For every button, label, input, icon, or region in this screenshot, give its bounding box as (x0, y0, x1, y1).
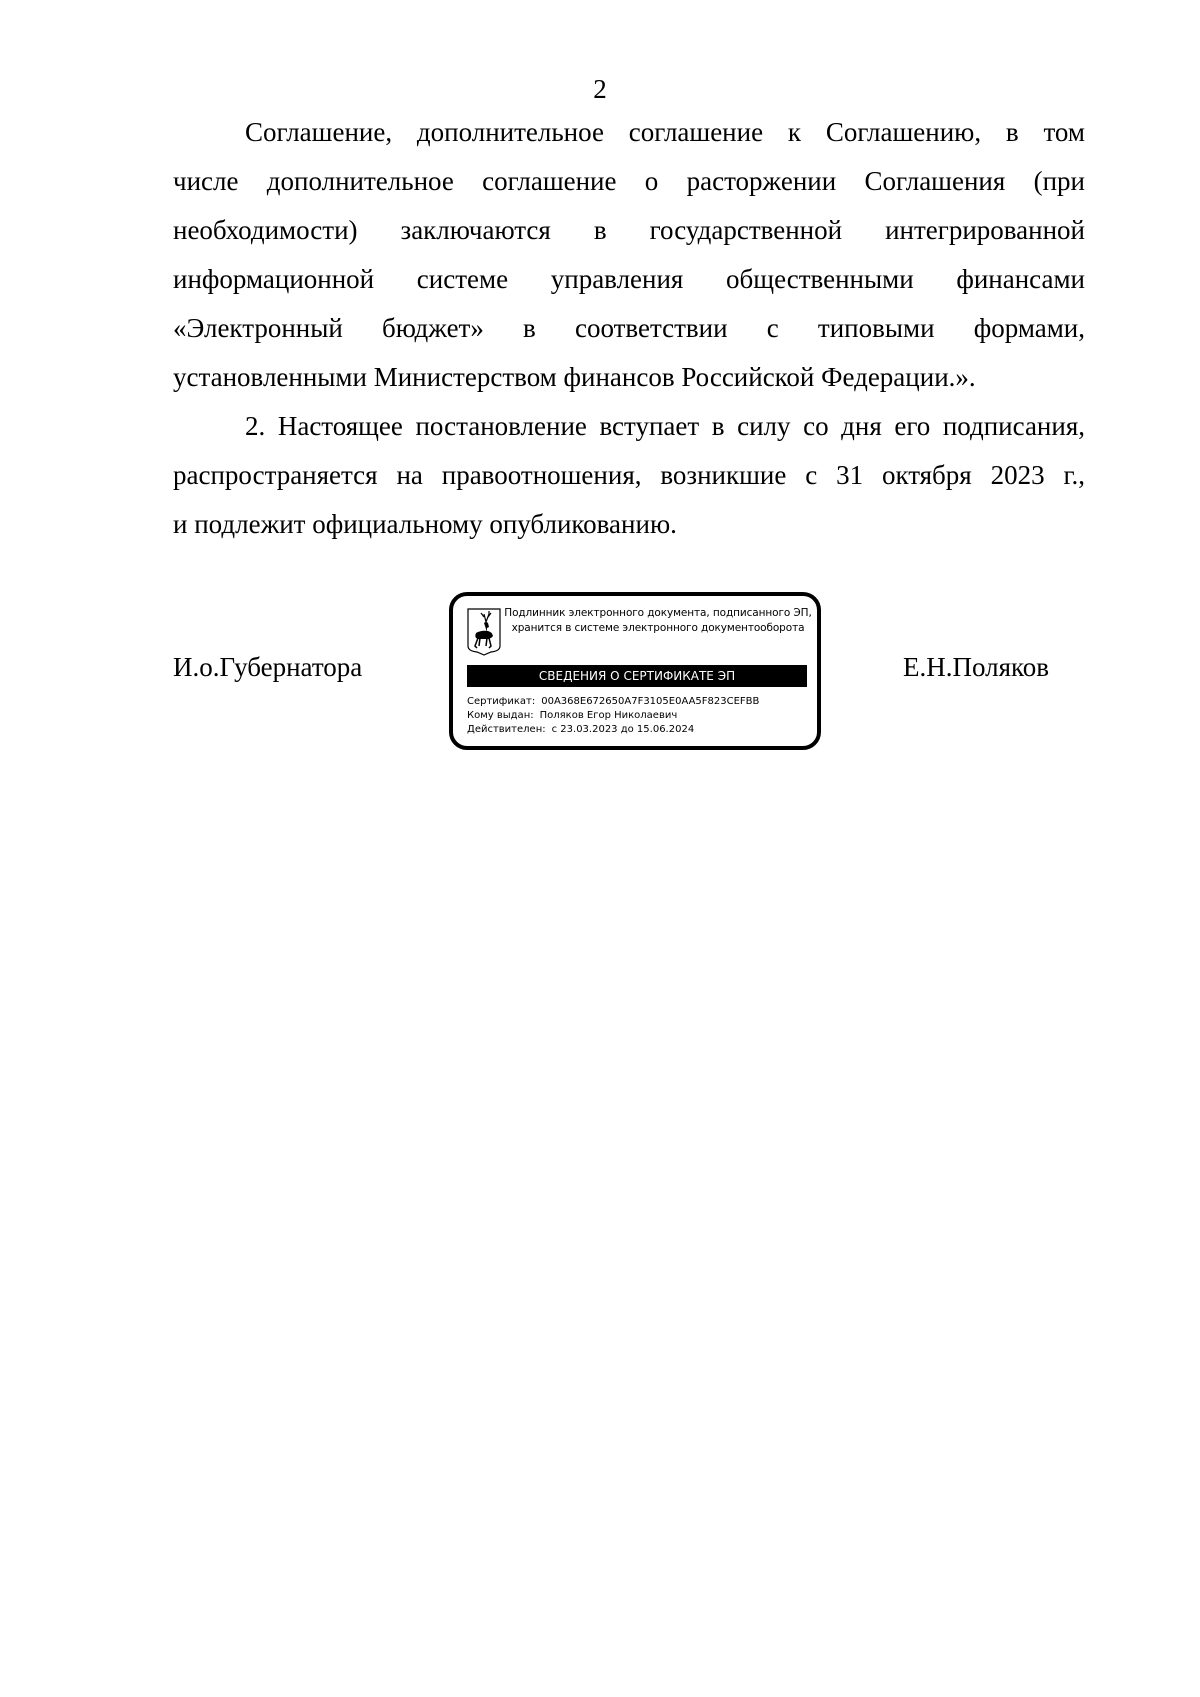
paragraph-agreement-clause (173, 108, 1085, 402)
page-number: 2 (593, 74, 607, 104)
text-line: распространяется на правоотношения, возникшие с 31 октября 2023 г., (173, 460, 1085, 490)
certificate-value: 00A368E672650A7F3105E0AA5F823CEFBB (541, 696, 760, 707)
validity-label: Действителен: (467, 724, 546, 735)
deer-coat-of-arms-icon (467, 608, 501, 656)
certificate-label: Сертификат: (467, 696, 536, 707)
text-line: необходимости) заключаются в государственной интегрированной (173, 215, 1085, 245)
text-line: информационной системе управления общественными финансами (173, 264, 1085, 294)
stamp-header (503, 606, 813, 636)
certificate-details (467, 695, 759, 737)
certificate-info-band: СВЕДЕНИЯ О СЕРТИФИКАТЕ ЭП (467, 665, 807, 687)
issued-to-row (467, 709, 759, 723)
certificate-row (467, 695, 759, 709)
issued-to-label: Кому выдан: (467, 710, 534, 721)
stamp-header-line: Подлинник электронного документа, подписанного ЭП, (504, 607, 812, 619)
text-line: «Электронный бюджет» в соответствии с типовыми формами, (173, 313, 1085, 343)
text-line: и подлежит официальному опубликованию. (173, 509, 677, 539)
signatory-name: Е.Н.Поляков (903, 652, 1050, 682)
validity-value: с 23.03.2023 до 15.06.2024 (551, 724, 695, 735)
validity-row (467, 723, 759, 737)
stamp-header-line: хранится в системе электронного документооборота (511, 622, 805, 634)
paragraph-effective-date (173, 402, 1085, 549)
document-body (173, 108, 1085, 549)
signatory-position: И.о.Губернатора (173, 652, 363, 682)
issued-to-value: Поляков Егор Николаевич (539, 710, 678, 721)
text-line: установленными Министерством финансов Российской Федерации.». (173, 362, 976, 392)
electronic-signature-stamp (449, 592, 821, 750)
text-line: Соглашение, дополнительное соглашение к Соглашению, в том (245, 117, 1085, 147)
text-line: числе дополнительное соглашение о расторжении Соглашения (при (173, 166, 1085, 196)
text-line: 2. Настоящее постановление вступает в силу со дня его подписания, (245, 411, 1085, 441)
